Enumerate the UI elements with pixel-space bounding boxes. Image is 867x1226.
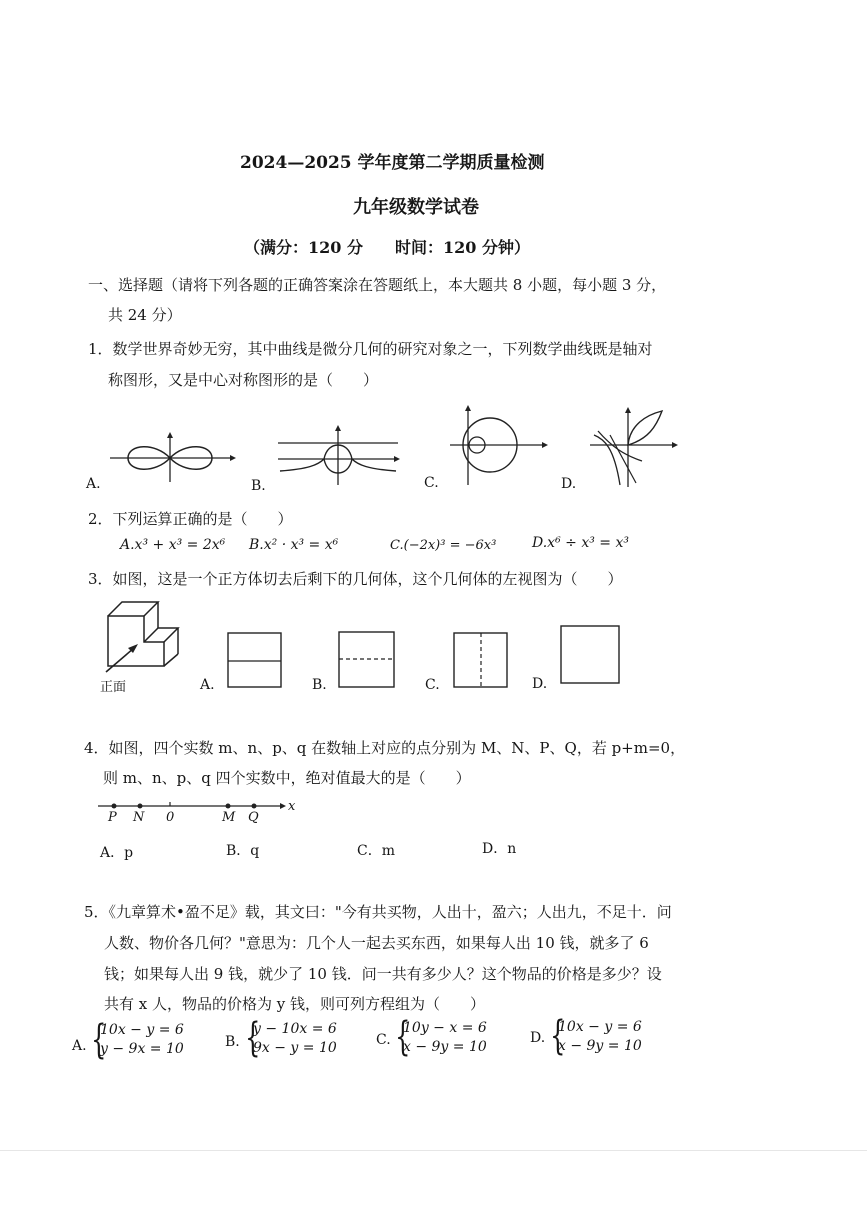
q4-label-x: x [288,799,296,814]
q1-figure-d [590,405,680,487]
q3-option-a: A. [200,677,215,693]
q5-option-d-label: D. [530,1030,546,1046]
q5-line4: 共有 x 人，物品的价格为 y 钱，则可列方程组为（ ） [104,995,486,1013]
q3-solid-figure [100,598,185,678]
exam-title: 2024—2025 学年度第二学期质量检测 [240,153,545,173]
exam-meta: （满分：120 分 时间：120 分钟） [244,238,530,257]
q4-option-a: A．p [100,845,134,861]
q4-label-n: N [133,810,145,825]
q5-option-b-eq2: 9x − y = 10 [253,1040,337,1056]
q5-option-b-label: B. [225,1034,240,1050]
q4-number-line [98,798,288,828]
q3-view-a [227,632,283,688]
q1-figure-c [450,403,550,485]
q1-figure-a [110,432,235,482]
q5-option-a-label: A. [72,1038,87,1054]
q1-line1: 1．数学世界奇妙无穷，其中曲线是微分几何的研究对象之一，下列数学曲线既是轴对 [88,340,653,358]
q4-label-0: 0 [166,810,175,825]
q5-option-b-eq1: y − 10x = 6 [253,1021,337,1037]
point-q [252,804,257,809]
q4-option-b: B．q [226,843,260,859]
q3-front-label: 正面 [100,680,127,695]
q5-option-c-eq2: x − 9y = 10 [403,1039,487,1055]
q3-option-b: B. [312,677,327,693]
q5-option-c-brace: { [395,1014,411,1060]
q5-option-a-eq1: 10x − y = 6 [100,1022,184,1038]
section-heading-line2: 共 24 分） [108,306,182,324]
q1-figure-b [278,425,403,485]
q2-option-b: B.x² · x³ = x⁶ [249,537,339,553]
q4-option-d: D．n [482,841,517,857]
q4-option-c: C．m [357,843,395,859]
q5-option-c-label: C. [376,1032,391,1048]
q1-option-c: C. [424,475,439,491]
q2-option-a: A.x³ + x³ = 2x⁶ [120,537,226,553]
q5-line1: 5．《九章算术•盈不足》载，其文曰："今有共买物，人出十，盈六；人出九，不足十．问 [84,903,672,921]
page-bottom-divider [0,1150,867,1151]
q2-option-c: C.(−2x)³ = −6x³ [390,538,497,553]
q5-line3: 钱；如果每人出 9 钱，就少了 10 钱．问一共有多少人？这个物品的价格是多少？设 [104,965,662,983]
q3-view-c [453,632,509,688]
q4-label-q: Q [248,810,259,825]
q2-stem: 2．下列运算正确的是（ ） [88,510,293,528]
q5-option-b-brace: { [245,1015,261,1061]
point-m [226,804,231,809]
q5-option-d-brace: { [550,1013,566,1059]
q5-option-d-eq1: 10x − y = 6 [558,1019,642,1035]
q5-option-a-brace: { [91,1017,107,1063]
q5-line2: 人数、物价各几何？"意思为：几个人一起去买东西，如果每人出 10 钱，就多了 6 [104,934,649,952]
q3-view-d [560,625,622,685]
q3-option-c: C. [425,677,440,693]
point-p [112,804,117,809]
q3-option-d: D. [532,676,548,692]
q4-line2: 则 m、n、p、q 四个实数中，绝对值最大的是（ ） [103,769,471,787]
q1-option-a: A. [86,476,101,492]
point-n [138,804,143,809]
q1-line2: 称图形，又是中心对称图形的是（ ） [108,371,379,389]
q1-option-d: D. [561,476,577,492]
q1-option-b: B. [251,478,266,494]
q5-option-d-eq2: x − 9y = 10 [558,1038,642,1054]
q3-view-b [338,631,396,689]
q4-line1: 4．如图，四个实数 m、n、p、q 在数轴上对应的点分别为 M、N、P、Q，若 p+m=0， [84,739,686,757]
q4-label-m: M [222,810,236,825]
q4-label-p: P [108,810,117,825]
q3-stem: 3．如图，这是一个正方体切去后剩下的几何体，这个几何体的左视图为（ ） [88,570,623,588]
q5-option-a-eq2: y − 9x = 10 [100,1041,184,1057]
q5-option-c-eq1: 10y − x = 6 [403,1020,487,1036]
section-heading-line1: 一、选择题（请将下列各题的正确答案涂在答题纸上，本大题共 8 小题，每小题 3 分， [88,276,667,294]
exam-subtitle: 九年级数学试卷 [353,197,479,218]
q2-option-d: D.x⁶ ÷ x³ = x³ [532,535,629,551]
